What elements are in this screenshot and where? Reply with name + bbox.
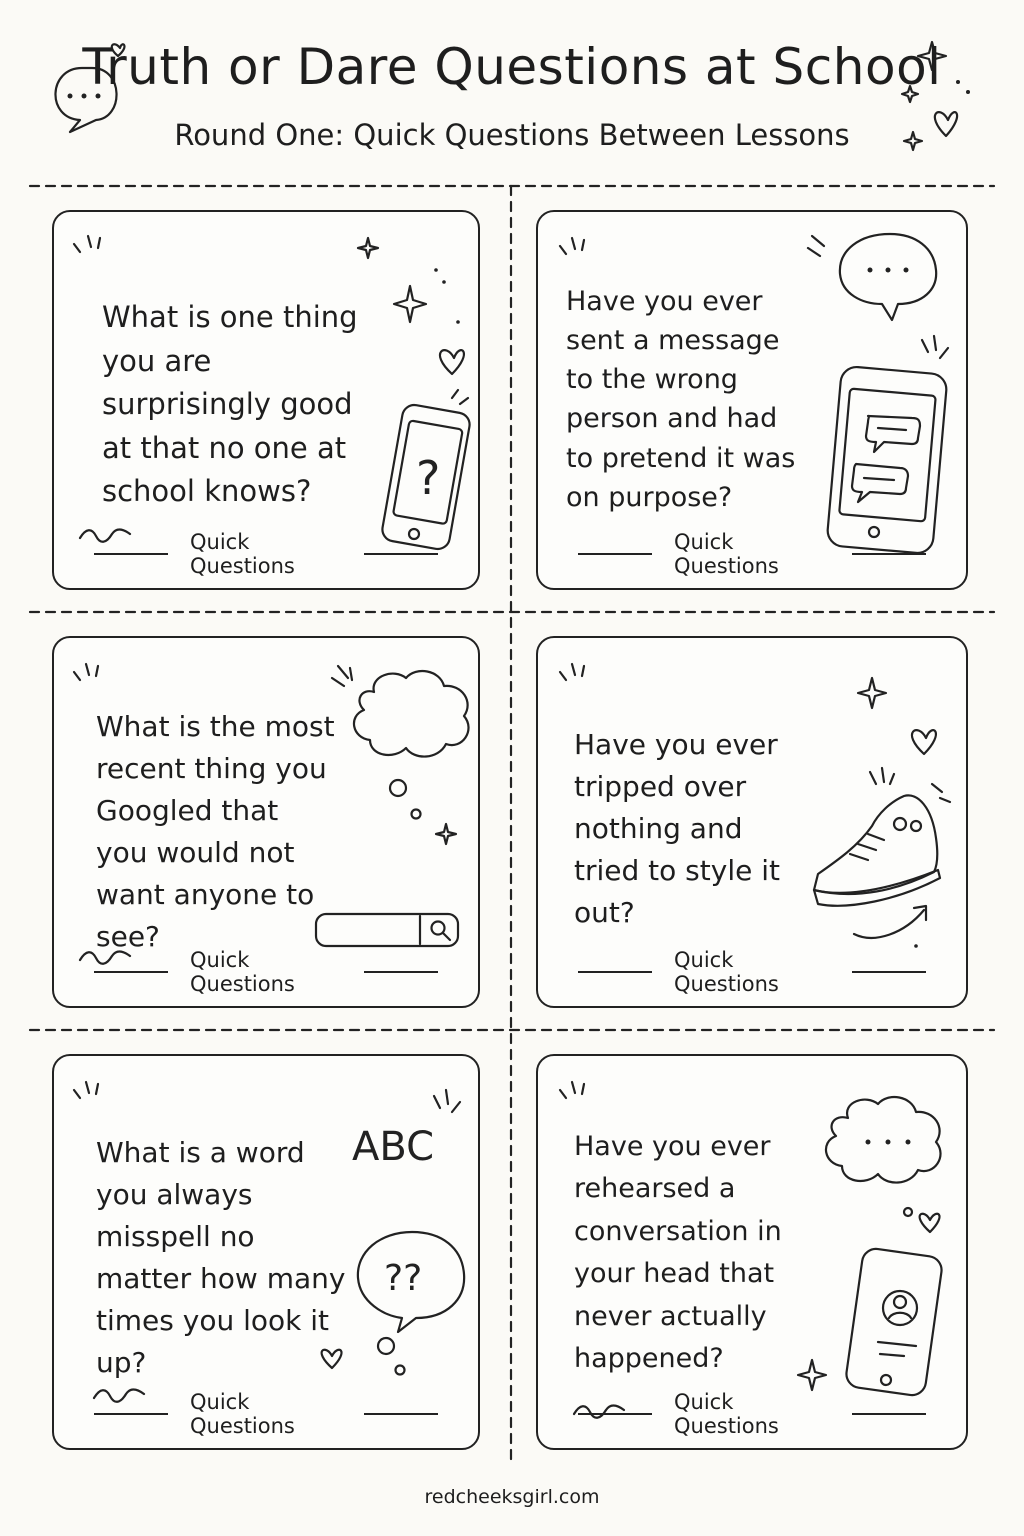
card-question-text: What is a word you always misspell no matter how many times you look it up? bbox=[96, 1136, 346, 1379]
footer-rule bbox=[578, 1413, 652, 1415]
footer-rule bbox=[364, 553, 438, 555]
card-footer bbox=[94, 1390, 438, 1438]
site-url: redcheeksgirl.com bbox=[424, 1486, 600, 1508]
question-card bbox=[52, 636, 480, 1008]
footer-rule bbox=[852, 1413, 926, 1415]
footer-rule bbox=[852, 971, 926, 973]
card-footer-label: Quick Questions bbox=[674, 1390, 779, 1438]
question-card bbox=[52, 210, 480, 590]
card-footer bbox=[94, 530, 438, 578]
page-subtitle: Round One: Quick Questions Between Lessons bbox=[174, 118, 850, 152]
footer-rule bbox=[578, 553, 652, 555]
card-question-text: Have you ever rehearsed a conversation in your head that never actually happened? bbox=[574, 1131, 782, 1374]
card-question-text: What is one thing you are surprisingly good at that no one at school knows? bbox=[102, 300, 358, 508]
footer-rule bbox=[364, 1413, 438, 1415]
footer-rule bbox=[578, 971, 652, 973]
double-question-text: ?? bbox=[384, 1258, 423, 1299]
footer-rule bbox=[364, 971, 438, 973]
card-footer-label: Quick Questions bbox=[190, 530, 295, 578]
question-card bbox=[536, 210, 968, 590]
footer-rule bbox=[94, 553, 168, 555]
question-card bbox=[536, 636, 968, 1008]
question-card bbox=[536, 1054, 968, 1450]
card-footer-label: Quick Questions bbox=[674, 948, 779, 996]
footer-rule bbox=[94, 971, 168, 973]
card-footer bbox=[578, 948, 926, 996]
question-card bbox=[52, 1054, 480, 1450]
footer-rule bbox=[852, 553, 926, 555]
card-footer bbox=[578, 1390, 926, 1438]
footer-rule bbox=[94, 1413, 168, 1415]
card-footer-label: Quick Questions bbox=[190, 1390, 295, 1438]
question-mark-text: ? bbox=[416, 451, 441, 505]
card-question-text: Have you ever tripped over nothing and tried to style it out? bbox=[574, 728, 780, 929]
card-footer-label: Quick Questions bbox=[674, 530, 779, 578]
page-title: Truth or Dare Questions at School bbox=[82, 38, 942, 96]
card-question-text: What is the most recent thing you Googled that you would not want anyone to see? bbox=[96, 710, 335, 953]
card-footer bbox=[94, 948, 438, 996]
abc-text: ABC bbox=[352, 1124, 435, 1170]
card-footer bbox=[578, 530, 926, 578]
card-question-text: Have you ever sent a message to the wrong person and had to pretend it was on purpose? bbox=[566, 286, 796, 513]
card-footer-label: Quick Questions bbox=[190, 948, 295, 996]
